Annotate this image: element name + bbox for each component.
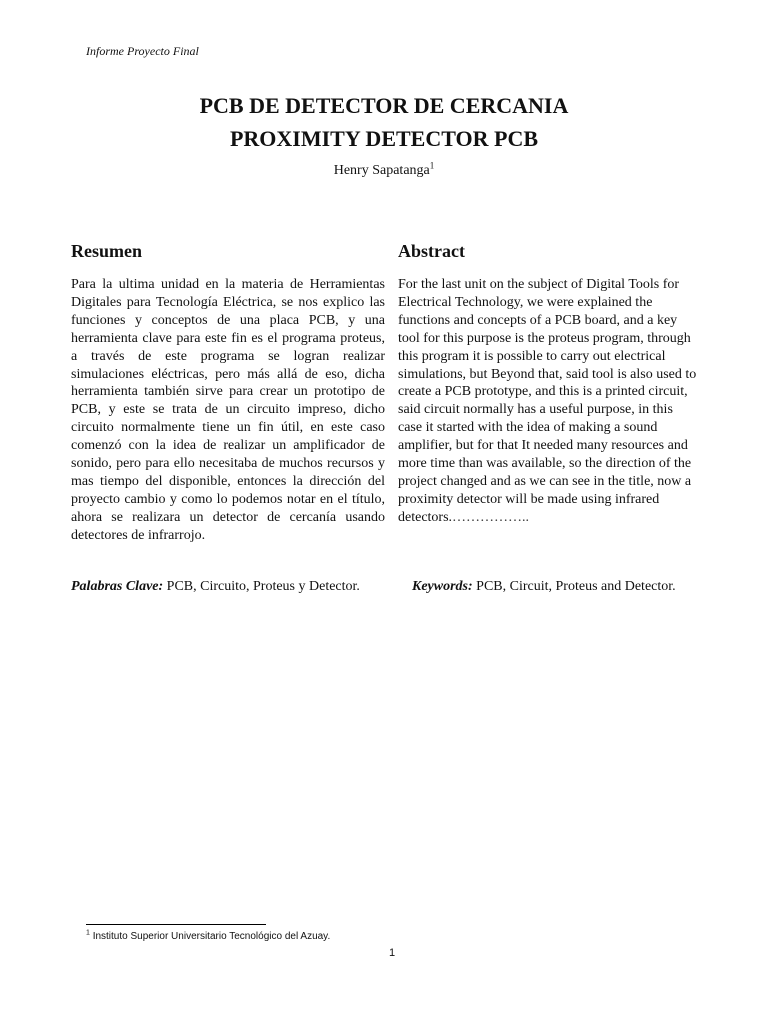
abstract-line: this program it is possible to carry out electrical	[398, 348, 666, 364]
abstract-line: For the last unit on the subject of Digital Tools for	[398, 277, 680, 292]
abstract-line: Electrical Technology, we were explained the	[398, 294, 653, 310]
resumen-keywords-label: Palabras Clave:	[71, 579, 164, 594]
resumen-keywords-value: PCB, Circuito, Proteus y Detector.	[166, 579, 360, 594]
abstract-keywords	[412, 579, 676, 595]
author-line	[0, 160, 768, 179]
abstract-trailing-dots: ……………..	[452, 509, 530, 525]
resumen-heading: Resumen	[71, 241, 142, 261]
footnote-divider	[86, 924, 266, 925]
abstract-line: create a PCB prototype, and this is a printed circuit,	[398, 384, 688, 400]
abstract-last-line	[398, 509, 720, 527]
abstract-heading: Abstract	[398, 241, 465, 261]
abstract-line: functions and concepts of a PCB board, and a key	[398, 312, 678, 328]
abstract-keywords-label: Keywords:	[412, 579, 473, 594]
abstract-line: more time than was available, so the direction of the	[398, 456, 692, 472]
abstract-keywords-value: PCB, Circuit, Proteus and Detector.	[476, 579, 676, 594]
page-number: 1	[388, 947, 396, 959]
abstract-line: tool for this purpose is the proteus program, through	[398, 330, 691, 346]
author-name: Henry Sapatanga	[333, 163, 430, 178]
abstract-line: simulations, but Beyond that, said tool is also used to	[398, 366, 697, 382]
title-english: PROXIMITY DETECTOR PCB	[229, 126, 539, 151]
running-header: Informe Proyecto Final	[86, 44, 199, 58]
abstract-line: said circuit normally has a useful purpose, in this	[398, 402, 673, 418]
resumen-text: Para la ultima unidad en la materia de Herramientas Digitales para Tecnología Eléctrica, se nos explico las funciones y conceptos de una placa PCB, y una herramienta clave para este fin es el programa proteus, a través de este programa se logran realizar simulaciones eléctricas, pero más allá de eso, dicha herramienta también sirve para crear un prototipo de PCB, y este se trata de un circuito impreso, dicho circuito normalmente tiene un fin útil, en este caso comenzó con la idea de realizar un amplificador de sonido, pero para ello necesitaba de muchos recursos y mas tiempo del disponible, entonces la dirección del proyecto cambio y como lo podemos notar en el título, ahora se realizara un detector de cercanía usando detectores de infrarrojo.	[71, 277, 385, 543]
abstract-line: project changed and as we can see in the title, now a	[398, 473, 692, 489]
footnote-text: Instituto Superior Universitario Tecnológico del Azuay.	[92, 931, 331, 942]
abstract-text	[398, 276, 720, 527]
abstract-last-word: detectors.	[398, 509, 453, 525]
title-spanish: PCB DE DETECTOR DE CERCANIA	[199, 93, 569, 118]
footnote-mark: 1	[86, 929, 90, 937]
abstract-line: amplifier, but for that It needed many resources and	[398, 438, 688, 454]
resumen-keywords	[71, 579, 360, 595]
footnote	[86, 931, 330, 942]
abstract-line: case it started with the idea of making a sound	[398, 420, 658, 436]
abstract-line: proximity detector will be made using infrared	[398, 491, 660, 507]
author-footnote-mark: 1	[429, 160, 435, 171]
